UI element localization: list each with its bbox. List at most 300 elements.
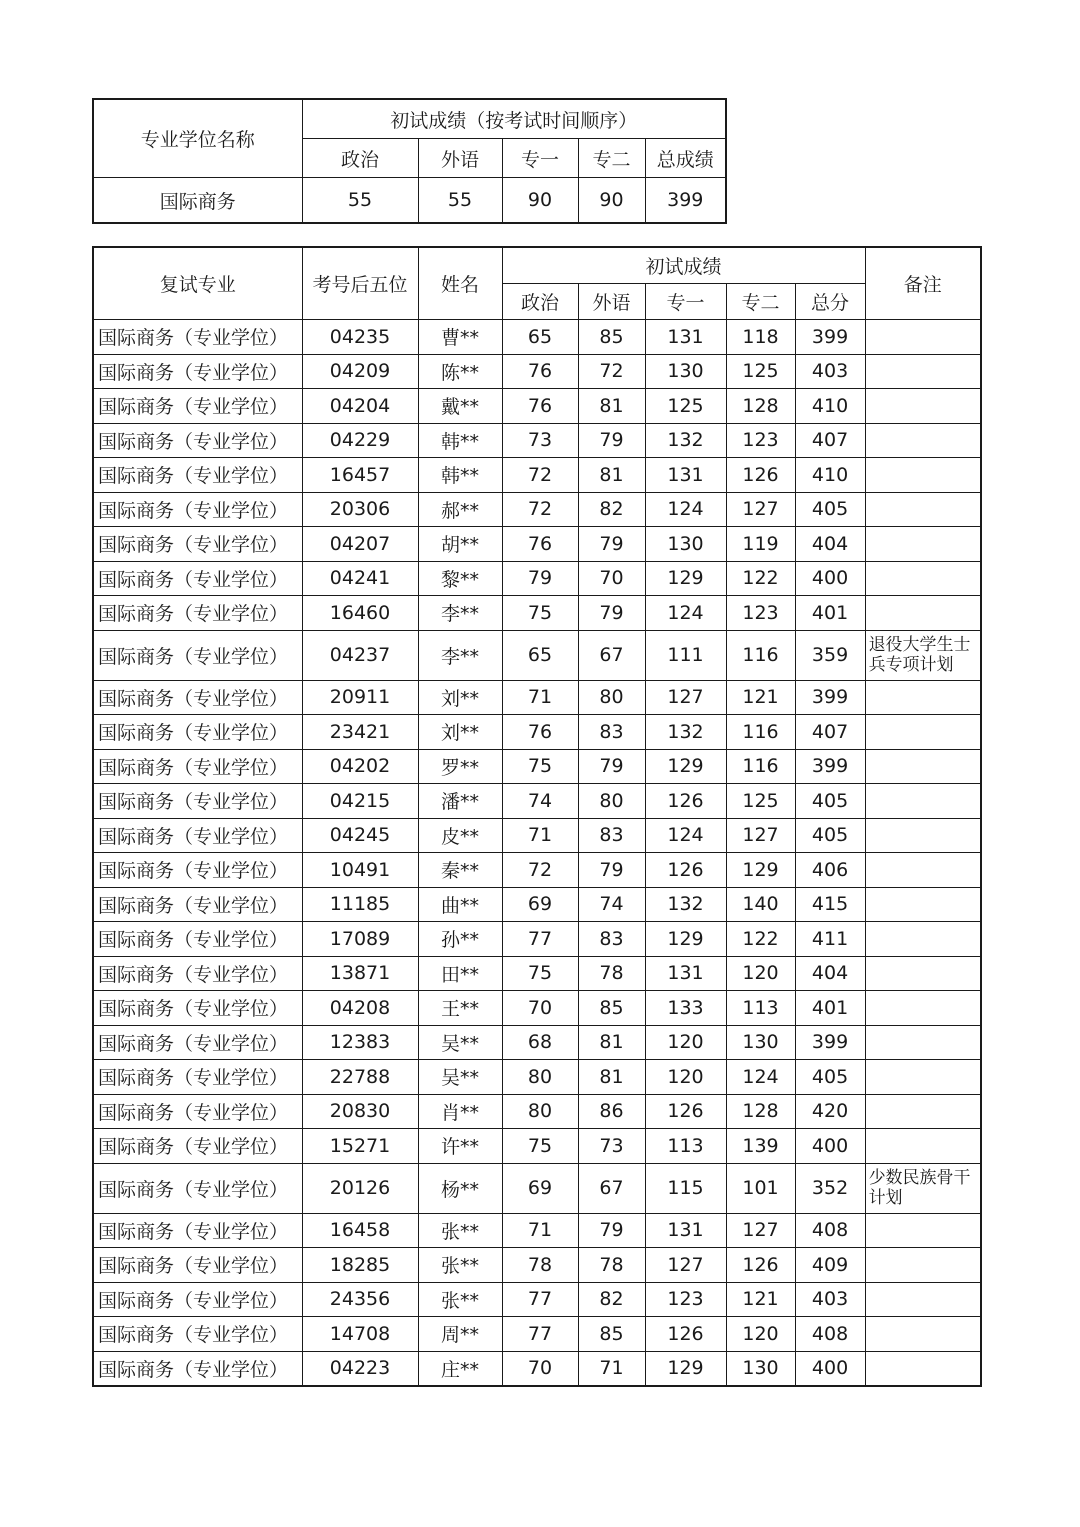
score-politics: 75 <box>502 1129 578 1164</box>
note-cell <box>865 818 981 853</box>
score-politics: 77 <box>502 1282 578 1317</box>
major-cell: 国际商务（专业学位） <box>93 887 302 922</box>
score-major-1: 132 <box>645 887 726 922</box>
header-major-2: 专二 <box>726 284 795 320</box>
score-major-2: 90 <box>578 178 645 224</box>
score-total: 409 <box>795 1248 865 1283</box>
score-foreign-language: 71 <box>578 1351 645 1386</box>
score-total: 399 <box>645 178 726 224</box>
table-row <box>93 320 981 355</box>
score-major-1: 111 <box>645 630 726 680</box>
major-cell: 国际商务（专业学位） <box>93 991 302 1026</box>
note-cell <box>865 784 981 819</box>
score-total: 407 <box>795 715 865 750</box>
score-total: 411 <box>795 922 865 957</box>
score-major-1: 90 <box>502 178 578 224</box>
score-major-2: 125 <box>726 354 795 389</box>
exam-number-cell: 12383 <box>302 1025 418 1060</box>
score-total: 403 <box>795 354 865 389</box>
exam-number-cell: 11185 <box>302 887 418 922</box>
name-cell: 王** <box>418 991 502 1026</box>
score-major-2: 118 <box>726 320 795 355</box>
major-cell: 国际商务（专业学位） <box>93 596 302 631</box>
table-row <box>93 1129 981 1164</box>
score-major-1: 132 <box>645 715 726 750</box>
major-cell: 国际商务（专业学位） <box>93 818 302 853</box>
exam-number-cell: 17089 <box>302 922 418 957</box>
note-cell <box>865 956 981 991</box>
table-row <box>93 561 981 596</box>
score-major-2: 121 <box>726 680 795 715</box>
score-total: 408 <box>795 1213 865 1248</box>
name-cell: 陈** <box>418 354 502 389</box>
score-politics: 78 <box>502 1248 578 1283</box>
major-cell: 国际商务（专业学位） <box>93 1317 302 1352</box>
major-cell: 国际商务（专业学位） <box>93 458 302 493</box>
name-cell: 黎** <box>418 561 502 596</box>
table-row <box>93 680 981 715</box>
table-row <box>93 1317 981 1352</box>
header-foreign-language: 外语 <box>578 284 645 320</box>
name-cell: 李** <box>418 630 502 680</box>
name-cell: 韩** <box>418 423 502 458</box>
score-major-2: 139 <box>726 1129 795 1164</box>
score-total: 401 <box>795 596 865 631</box>
exam-number-cell: 20126 <box>302 1163 418 1213</box>
score-major-1: 130 <box>645 527 726 562</box>
name-cell: 吴** <box>418 1025 502 1060</box>
score-major-2: 128 <box>726 1094 795 1129</box>
score-major-1: 123 <box>645 1282 726 1317</box>
major-cell: 国际商务（专业学位） <box>93 423 302 458</box>
table-row <box>93 715 981 750</box>
name-cell: 刘** <box>418 680 502 715</box>
header-name: 姓名 <box>418 247 502 320</box>
score-major-1: 126 <box>645 1094 726 1129</box>
exam-number-cell: 24356 <box>302 1282 418 1317</box>
note-cell <box>865 749 981 784</box>
header-score-group: 初试成绩 <box>502 247 865 284</box>
name-cell: 许** <box>418 1129 502 1164</box>
score-total: 400 <box>795 1351 865 1386</box>
score-major-1: 124 <box>645 818 726 853</box>
score-foreign-language: 86 <box>578 1094 645 1129</box>
table-row <box>93 1094 981 1129</box>
major-cell: 国际商务（专业学位） <box>93 354 302 389</box>
score-major-2: 127 <box>726 492 795 527</box>
score-major-2: 101 <box>726 1163 795 1213</box>
score-foreign-language: 78 <box>578 956 645 991</box>
score-major-2: 130 <box>726 1025 795 1060</box>
major-cell: 国际商务（专业学位） <box>93 922 302 957</box>
score-politics: 65 <box>502 320 578 355</box>
score-foreign-language: 67 <box>578 1163 645 1213</box>
name-cell: 周** <box>418 1317 502 1352</box>
score-major-2: 128 <box>726 389 795 424</box>
score-politics: 71 <box>502 680 578 715</box>
name-cell: 戴** <box>418 389 502 424</box>
name-cell: 张** <box>418 1213 502 1248</box>
note-cell <box>865 1248 981 1283</box>
table-row <box>93 784 981 819</box>
score-total: 404 <box>795 956 865 991</box>
exam-number-cell: 04241 <box>302 561 418 596</box>
score-major-2: 113 <box>726 991 795 1026</box>
score-major-2: 125 <box>726 784 795 819</box>
score-politics: 76 <box>502 527 578 562</box>
score-major-2: 140 <box>726 887 795 922</box>
score-politics: 75 <box>502 596 578 631</box>
note-cell <box>865 1351 981 1386</box>
score-politics: 73 <box>502 423 578 458</box>
table-row <box>93 596 981 631</box>
score-politics: 55 <box>302 178 418 224</box>
score-major-2: 116 <box>726 715 795 750</box>
exam-number-cell: 23421 <box>302 715 418 750</box>
table-row <box>93 1025 981 1060</box>
score-major-1: 129 <box>645 922 726 957</box>
score-major-1: 131 <box>645 956 726 991</box>
score-politics: 74 <box>502 784 578 819</box>
score-foreign-language: 80 <box>578 680 645 715</box>
header-note: 备注 <box>865 247 981 320</box>
score-foreign-language: 81 <box>578 458 645 493</box>
table-row <box>93 389 981 424</box>
header-major-2: 专二 <box>578 139 645 178</box>
score-major-1: 129 <box>645 749 726 784</box>
score-major-1: 127 <box>645 1248 726 1283</box>
score-major-2: 123 <box>726 596 795 631</box>
score-foreign-language: 81 <box>578 1025 645 1060</box>
name-cell: 张** <box>418 1248 502 1283</box>
name-cell: 张** <box>418 1282 502 1317</box>
score-foreign-language: 82 <box>578 492 645 527</box>
table-row <box>93 458 981 493</box>
score-foreign-language: 85 <box>578 1317 645 1352</box>
name-cell: 胡** <box>418 527 502 562</box>
score-total: 352 <box>795 1163 865 1213</box>
score-politics: 70 <box>502 991 578 1026</box>
score-total: 400 <box>795 1129 865 1164</box>
table-row <box>93 354 981 389</box>
name-cell: 曲** <box>418 887 502 922</box>
score-major-2: 116 <box>726 630 795 680</box>
score-politics: 80 <box>502 1060 578 1095</box>
score-foreign-language: 81 <box>578 389 645 424</box>
score-major-1: 120 <box>645 1060 726 1095</box>
major-cell: 国际商务（专业学位） <box>93 630 302 680</box>
score-politics: 80 <box>502 1094 578 1129</box>
score-foreign-language: 70 <box>578 561 645 596</box>
major-cell: 国际商务（专业学位） <box>93 1129 302 1164</box>
header-total: 总分 <box>795 284 865 320</box>
score-major-1: 125 <box>645 389 726 424</box>
score-major-2: 124 <box>726 1060 795 1095</box>
score-politics: 70 <box>502 1351 578 1386</box>
exam-number-cell: 04245 <box>302 818 418 853</box>
score-foreign-language: 83 <box>578 818 645 853</box>
score-politics: 72 <box>502 853 578 888</box>
major-cell: 国际商务（专业学位） <box>93 784 302 819</box>
header-major: 复试专业 <box>93 247 302 320</box>
score-foreign-language: 82 <box>578 1282 645 1317</box>
note-cell <box>865 1060 981 1095</box>
note-cell: 退役大学生士兵专项计划 <box>865 630 981 680</box>
score-politics: 68 <box>502 1025 578 1060</box>
score-politics: 71 <box>502 1213 578 1248</box>
name-cell: 罗** <box>418 749 502 784</box>
header-total: 总成绩 <box>645 139 726 178</box>
score-total: 407 <box>795 423 865 458</box>
header-major-1: 专一 <box>645 284 726 320</box>
score-total: 399 <box>795 680 865 715</box>
score-major-2: 119 <box>726 527 795 562</box>
note-cell <box>865 680 981 715</box>
score-foreign-language: 79 <box>578 596 645 631</box>
score-major-2: 126 <box>726 458 795 493</box>
score-politics: 69 <box>502 887 578 922</box>
exam-number-cell: 04237 <box>302 630 418 680</box>
exam-number-cell: 18285 <box>302 1248 418 1283</box>
name-cell: 曹** <box>418 320 502 355</box>
score-total: 399 <box>795 749 865 784</box>
table-row <box>93 956 981 991</box>
score-major-2: 123 <box>726 423 795 458</box>
exam-number-cell: 13871 <box>302 956 418 991</box>
score-total: 405 <box>795 784 865 819</box>
exam-number-cell: 04229 <box>302 423 418 458</box>
score-foreign-language: 83 <box>578 715 645 750</box>
score-major-1: 131 <box>645 1213 726 1248</box>
exam-number-cell: 04202 <box>302 749 418 784</box>
exam-number-cell: 14708 <box>302 1317 418 1352</box>
note-cell <box>865 596 981 631</box>
major-cell: 国际商务（专业学位） <box>93 492 302 527</box>
note-cell <box>865 1025 981 1060</box>
header-politics: 政治 <box>502 284 578 320</box>
score-total: 405 <box>795 1060 865 1095</box>
score-major-1: 129 <box>645 1351 726 1386</box>
score-total: 410 <box>795 389 865 424</box>
major-cell: 国际商务（专业学位） <box>93 1213 302 1248</box>
score-major-2: 116 <box>726 749 795 784</box>
score-total: 408 <box>795 1317 865 1352</box>
score-politics: 71 <box>502 818 578 853</box>
score-major-2: 122 <box>726 561 795 596</box>
score-major-1: 126 <box>645 1317 726 1352</box>
major-cell: 国际商务（专业学位） <box>93 853 302 888</box>
score-major-2: 120 <box>726 956 795 991</box>
score-major-1: 130 <box>645 354 726 389</box>
score-major-1: 126 <box>645 784 726 819</box>
score-foreign-language: 79 <box>578 853 645 888</box>
note-cell <box>865 853 981 888</box>
score-major-2: 127 <box>726 1213 795 1248</box>
exam-number-cell: 10491 <box>302 853 418 888</box>
score-major-1: 115 <box>645 1163 726 1213</box>
table-row <box>93 749 981 784</box>
name-cell: 潘** <box>418 784 502 819</box>
score-major-2: 126 <box>726 1248 795 1283</box>
score-politics: 77 <box>502 922 578 957</box>
score-foreign-language: 80 <box>578 784 645 819</box>
note-cell <box>865 991 981 1026</box>
score-foreign-language: 79 <box>578 749 645 784</box>
score-major-1: 113 <box>645 1129 726 1164</box>
score-foreign-language: 83 <box>578 922 645 957</box>
table-row <box>93 178 726 224</box>
score-total: 399 <box>795 1025 865 1060</box>
note-cell <box>865 320 981 355</box>
name-cell: 吴** <box>418 1060 502 1095</box>
score-foreign-language: 79 <box>578 1213 645 1248</box>
exam-number-cell: 20830 <box>302 1094 418 1129</box>
score-total: 415 <box>795 887 865 922</box>
score-politics: 76 <box>502 389 578 424</box>
score-major-2: 121 <box>726 1282 795 1317</box>
score-politics: 77 <box>502 1317 578 1352</box>
major-cell: 国际商务（专业学位） <box>93 1351 302 1386</box>
table-row <box>93 887 981 922</box>
score-major-1: 127 <box>645 680 726 715</box>
exam-number-cell: 15271 <box>302 1129 418 1164</box>
score-major-1: 129 <box>645 561 726 596</box>
major-cell: 国际商务（专业学位） <box>93 561 302 596</box>
exam-number-cell: 04209 <box>302 354 418 389</box>
score-foreign-language: 55 <box>418 178 502 224</box>
note-cell <box>865 423 981 458</box>
score-major-2: 130 <box>726 1351 795 1386</box>
score-foreign-language: 81 <box>578 1060 645 1095</box>
note-cell <box>865 354 981 389</box>
major-cell: 国际商务（专业学位） <box>93 680 302 715</box>
table-row <box>93 818 981 853</box>
score-politics: 72 <box>502 458 578 493</box>
table-row <box>93 991 981 1026</box>
major-cell: 国际商务（专业学位） <box>93 389 302 424</box>
table-row <box>93 922 981 957</box>
score-foreign-language: 79 <box>578 423 645 458</box>
note-cell <box>865 389 981 424</box>
score-major-2: 129 <box>726 853 795 888</box>
major-cell: 国际商务（专业学位） <box>93 749 302 784</box>
note-cell: 少数民族骨干计划 <box>865 1163 981 1213</box>
score-total: 410 <box>795 458 865 493</box>
score-foreign-language: 73 <box>578 1129 645 1164</box>
score-politics: 75 <box>502 749 578 784</box>
score-major-1: 124 <box>645 492 726 527</box>
name-cell: 韩** <box>418 458 502 493</box>
score-total: 405 <box>795 818 865 853</box>
score-total: 405 <box>795 492 865 527</box>
score-major-1: 120 <box>645 1025 726 1060</box>
major-cell: 国际商务（专业学位） <box>93 956 302 991</box>
score-politics: 75 <box>502 956 578 991</box>
table-row <box>93 1060 981 1095</box>
score-foreign-language: 67 <box>578 630 645 680</box>
score-major-1: 124 <box>645 596 726 631</box>
table-row <box>93 1213 981 1248</box>
name-cell: 孙** <box>418 922 502 957</box>
score-politics: 76 <box>502 715 578 750</box>
score-major-1: 133 <box>645 991 726 1026</box>
header-foreign-language: 外语 <box>418 139 502 178</box>
score-major-1: 132 <box>645 423 726 458</box>
header-politics: 政治 <box>302 139 418 178</box>
score-major-2: 127 <box>726 818 795 853</box>
score-foreign-language: 85 <box>578 991 645 1026</box>
score-politics: 69 <box>502 1163 578 1213</box>
note-cell <box>865 1282 981 1317</box>
score-politics: 72 <box>502 492 578 527</box>
name-cell: 李** <box>418 596 502 631</box>
name-cell: 秦** <box>418 853 502 888</box>
exam-number-cell: 04207 <box>302 527 418 562</box>
name-cell: 皮** <box>418 818 502 853</box>
score-total: 400 <box>795 561 865 596</box>
major-cell: 国际商务（专业学位） <box>93 1163 302 1213</box>
score-total: 403 <box>795 1282 865 1317</box>
table-row <box>93 1248 981 1283</box>
note-cell <box>865 1317 981 1352</box>
exam-number-cell: 04204 <box>302 389 418 424</box>
exam-number-cell: 04235 <box>302 320 418 355</box>
score-total: 359 <box>795 630 865 680</box>
note-cell <box>865 715 981 750</box>
score-total: 420 <box>795 1094 865 1129</box>
note-cell <box>865 1094 981 1129</box>
score-politics: 65 <box>502 630 578 680</box>
exam-number-cell: 04208 <box>302 991 418 1026</box>
name-cell: 刘** <box>418 715 502 750</box>
exam-number-cell: 22788 <box>302 1060 418 1095</box>
note-cell <box>865 1129 981 1164</box>
exam-number-cell: 20306 <box>302 492 418 527</box>
score-major-2: 120 <box>726 1317 795 1352</box>
header-score-group: 初试成绩（按考试时间顺序） <box>302 99 726 139</box>
score-politics: 79 <box>502 561 578 596</box>
score-foreign-language: 85 <box>578 320 645 355</box>
degree-name: 国际商务 <box>93 178 302 224</box>
score-foreign-language: 72 <box>578 354 645 389</box>
name-cell: 田** <box>418 956 502 991</box>
name-cell: 杨** <box>418 1163 502 1213</box>
name-cell: 肖** <box>418 1094 502 1129</box>
exam-number-cell: 20911 <box>302 680 418 715</box>
name-cell: 郝** <box>418 492 502 527</box>
major-cell: 国际商务（专业学位） <box>93 1094 302 1129</box>
header-major-1: 专一 <box>502 139 578 178</box>
score-foreign-language: 74 <box>578 887 645 922</box>
header-exam-number: 考号后五位 <box>302 247 418 320</box>
name-cell: 庄** <box>418 1351 502 1386</box>
note-cell <box>865 458 981 493</box>
note-cell <box>865 561 981 596</box>
major-cell: 国际商务（专业学位） <box>93 1248 302 1283</box>
table-row <box>93 1282 981 1317</box>
header-degree-name: 专业学位名称 <box>93 99 302 178</box>
table-row <box>93 423 981 458</box>
major-cell: 国际商务（专业学位） <box>93 715 302 750</box>
note-cell <box>865 492 981 527</box>
exam-number-cell: 16457 <box>302 458 418 493</box>
major-cell: 国际商务（专业学位） <box>93 527 302 562</box>
table-row <box>93 853 981 888</box>
score-major-1: 126 <box>645 853 726 888</box>
note-cell <box>865 887 981 922</box>
exam-number-cell: 04223 <box>302 1351 418 1386</box>
exam-number-cell: 04215 <box>302 784 418 819</box>
